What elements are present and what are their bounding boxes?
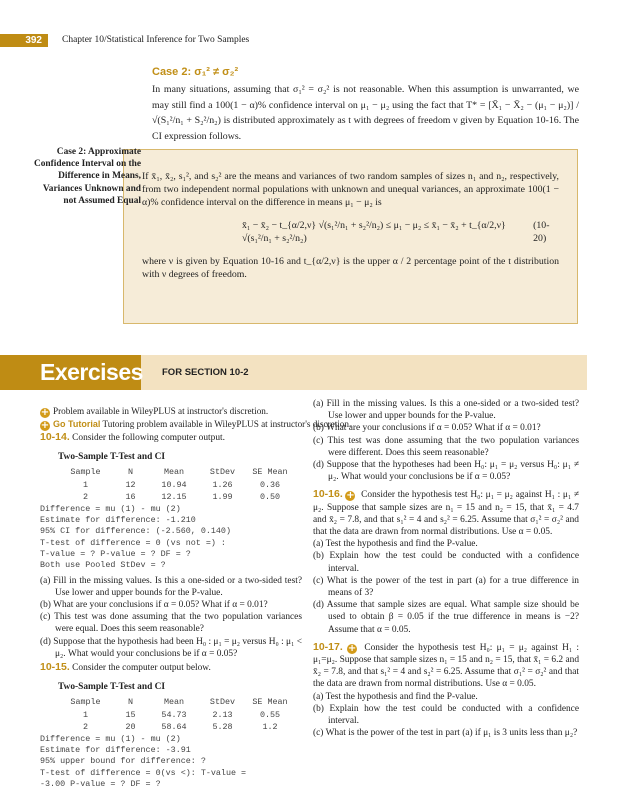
exercise-text: Consider the computer output below. (72, 663, 211, 673)
cell: 12 (125, 479, 136, 490)
exercise-number: 10-14. (40, 431, 70, 443)
output-table (58, 465, 295, 503)
equation-number: (10-20) (533, 220, 550, 244)
exercises-title: Exercises (0, 355, 141, 390)
cell: 0.50 (259, 492, 281, 503)
cell: 20 (125, 722, 136, 733)
col-header: StDev (209, 696, 236, 707)
plus-icon: + (40, 420, 50, 431)
cell: 1.26 (212, 479, 233, 490)
exercise-10-17 (313, 641, 579, 740)
cell: 1 (82, 709, 89, 720)
plus-icon: + (347, 642, 357, 654)
col-header: Mean (163, 466, 185, 477)
col-header: Sample (70, 466, 101, 477)
equation-row (142, 219, 559, 245)
cell: 54.73 (161, 709, 187, 720)
part-c: (c) This test was done assuming that the two population variances were different. Does this seem reasonable? (313, 435, 579, 458)
right-column (313, 398, 579, 739)
table-title: Two-Sample T-Test and CI (58, 682, 166, 693)
col-header: N (127, 696, 134, 707)
col-header: N (127, 466, 134, 477)
part-d: (d) Assume that sample sizes are equal. What sample size should be used to obtain β = 0.05 if the true difference in means is −2? Assume that α = 0.05. (313, 600, 579, 635)
cell: 16 (125, 492, 136, 503)
sidebar-label: Case 2: Approximate Confidence Interval on the Difference in Means, Variances Unknown and not Assumed Equal (33, 147, 141, 206)
output-table (58, 695, 295, 733)
plus-icon: + (40, 407, 50, 418)
exercise-text: Consider the hypothesis test H₀: μ₁ = μ₂ against H₁ : μ₁ ≠ μ₂. Suppose that sample sizes are n₁ = 15 and n₂ = 15, that x̄₁ = 4.7 and x̄₂ = 7.8, and that s₁² = 4 and s₂² = 6.25. Assume that σ₁² = σ₂² and that the data are drawn from normal distributions. Use α = 0.05. (313, 490, 579, 538)
chapter-title: Chapter 10/Statistical Inference for Two Samples (62, 35, 250, 45)
col-header: Sample (70, 696, 101, 707)
left-column (40, 431, 302, 790)
part-b: (b) Explain how the test could be conducted with a confidence interval. (313, 551, 579, 574)
exercise-10-16 (313, 488, 579, 635)
box-after-text: where ν is given by Equation 10-16 and t_{α/2,ν} is the upper α / 2 percentage point of the t distribution with ν degrees of freedom. (142, 256, 559, 280)
cell: 10.94 (161, 479, 187, 490)
legend-line1: Problem available in WileyPLUS at instructor's discretion. (53, 406, 269, 416)
col-header: SE Mean (252, 696, 288, 707)
part-b: (b) What are your conclusions if α = 0.05? What if α = 0.01? (313, 423, 541, 434)
exercise-number: 10-17. (313, 640, 343, 653)
case-heading: Case 2: σ₁² ≠ σ₂² (152, 66, 239, 78)
col-header: Mean (163, 696, 185, 707)
exercise-10-14 (40, 431, 302, 660)
equation: x̄₁ − x̄₂ − t_{α/2,ν} √(s₁²/n₁ + s₂²/n₂) ≤ μ₁ − μ₂ ≤ x̄₁ − x̄₂ + t_{α/2,ν} √(s₁²/n₁ + s₂²/n₂) (242, 220, 506, 244)
exercise-number: 10-16. (313, 488, 343, 501)
go-tutorial-link[interactable]: Go Tutorial (53, 419, 101, 429)
cell: 1.2 (262, 722, 278, 733)
exercise-text: Consider the following computer output. (72, 433, 225, 443)
exercise-10-15 (40, 661, 302, 790)
table-row (58, 708, 295, 721)
col-header: SE Mean (252, 466, 288, 477)
computer-output: Difference = mu (1) - mu (2) Estimate for difference: -1.210 95% CI for difference: (-2.560, 0.140) T-test of difference = 0 (vs not =) : T-value = ? P-value = ? DF = ? Both use Pooled StDev = ? (40, 503, 231, 571)
part-c: (c) This test was done assuming that the two population variances were equal. Does this seem reasonable? (40, 612, 302, 635)
table-row (58, 721, 295, 734)
part-c: (c) What is the power of the test in part (a) if μ₁ is 3 units less than μ₂? (313, 728, 578, 739)
legend (40, 405, 351, 431)
cell: 15 (125, 709, 136, 720)
exercise-text: Consider the hypothesis test H₀: μ₁ = μ₂ against H₁ : μ₁=μ₂. Suppose that sample sizes n₁ = 15 and n₂ = 15, that x̄₁ = 6.2 and x̄₂ = 7.8, and that s₁² = 4 and s₂² = 6.25. Assume that σ₁² = σ₂² and that the data are drawn from normal distributions. Use α = 0.05. (313, 642, 580, 690)
cell: 12.15 (161, 492, 187, 503)
cell: 5.28 (212, 722, 233, 733)
cell: 0.55 (259, 709, 281, 720)
table-row (58, 478, 295, 491)
cell: 0.36 (259, 479, 281, 490)
part-d: (d) Suppose that the hypotheses had been H₀: μ₁ = μ₂ versus H₀: μ₁ ≠ μ₂. What would your conclusions be if α = 0.05? (313, 460, 579, 483)
definition-box (123, 149, 578, 324)
cell: 2 (82, 722, 89, 733)
cell: 58.64 (161, 722, 187, 733)
legend-line2: Tutoring problem available in WileyPLUS at instructor's discretion. (102, 419, 352, 429)
part-a: (a) Test the hypothesis and find the P-value. (313, 691, 478, 702)
cell: 1 (82, 479, 89, 490)
part-b: (b) What are your conclusions if α = 0.05? What if α = 0.01? (40, 599, 268, 610)
computer-output: Difference = mu (1) - mu (2) Estimate for difference: -3.91 95% upper bound for difference: ? T-test of difference = 0(vs <): T-value = -3.00 P-value = ? DF = ? (40, 733, 247, 789)
plus-icon: + (346, 490, 355, 502)
table-row (58, 491, 295, 504)
part-d: (d) Suppose that the hypothesis had been H₀ : μ₁ = μ₂ versus H₀ : μ₁ < μ₂. What would your conclusions be if α = 0.05? (40, 636, 302, 659)
exercise-10-15-parts (313, 398, 579, 483)
exercises-section: FOR SECTION 10-2 (162, 367, 249, 378)
cell: 2.13 (212, 709, 233, 720)
part-c: (c) What is the power of the test in part (a) for a true difference in means of 3? (313, 575, 579, 599)
table-title: Two-Sample T-Test and CI (58, 452, 166, 463)
part-a: (a) Fill in the missing values. Is this a one-sided or a two-sided test? Use lower and upper bounds for the P-value. (40, 575, 302, 598)
exercises-bar (0, 355, 587, 390)
cell: 2 (82, 492, 89, 503)
part-a: (a) Fill in the missing values. Is this a one-sided or a two-sided test? Use lower and upper bounds for the P-value. (313, 399, 579, 422)
box-text: If x̄₁, x̄₂, s₁², and s₂² are the means and variances of two random samples of sizes n₁ and n₂, respectively, from two independent normal populations with unknown and unequal variances, an approximate 100(1 − α)% confidence interval on the difference in means μ₁ − μ₂ is (142, 171, 559, 208)
page-number: 392 (0, 34, 48, 47)
cell: 1.99 (212, 492, 233, 503)
col-header: StDev (209, 466, 236, 477)
part-a: (a) Test the hypothesis and find the P-value. (313, 539, 478, 550)
exercise-number: 10-15. (40, 661, 70, 673)
intro-paragraph: In many situations, assuming that σ₁² = σ₂² is not reasonable. When this assumption is unwarranted, we may still find a 100(1 − α)% confidence interval on μ₁ − μ₂ using the fact that T* = [X̄₁ − X̄₂ − (μ₁ − μ₂)] / √(S₁²/n₁ + S₂²/n₂) is distributed approximately as t with degrees of freedom ν given by Equation 10-16. The CI expression follows. (152, 84, 579, 142)
part-b: (b) Explain how the test could be conducted with a confidence interval. (313, 703, 579, 727)
